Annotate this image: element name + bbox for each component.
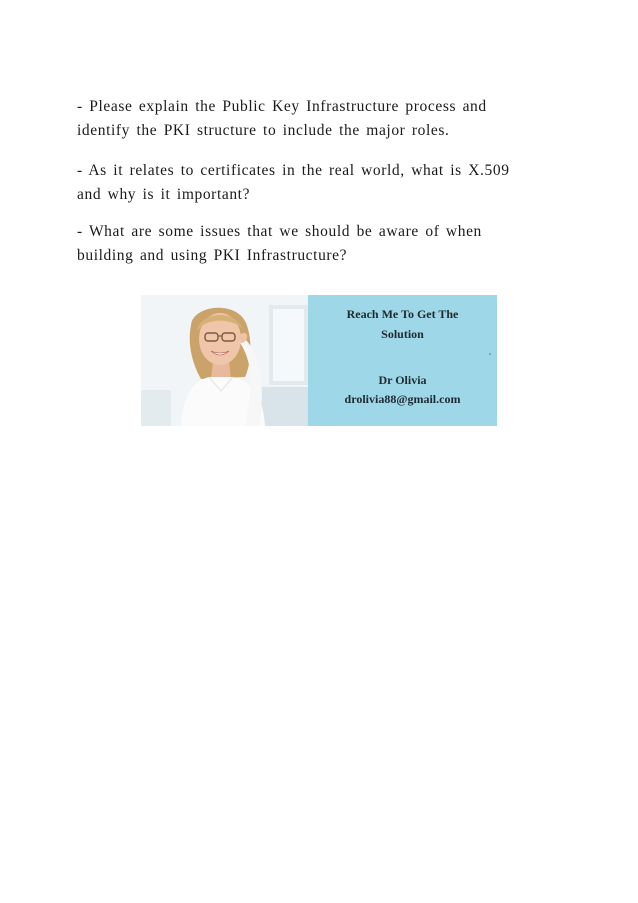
contact-banner — [141, 295, 497, 426]
portrait-illustration — [141, 295, 308, 426]
question-1-line-2: identify the PKI structure to include the major roles. — [77, 122, 450, 139]
question-2-line-2: and why is it important? — [77, 186, 251, 203]
question-3-line-1: - What are some issues that we should be aware of when — [77, 223, 482, 240]
decorative-dot — [489, 353, 491, 355]
portrait-photo — [141, 295, 308, 426]
question-1-line-1: - Please explain the Public Key Infrastructure process and — [77, 98, 487, 115]
question-3 — [77, 220, 547, 268]
contact-name: Dr Olivia — [378, 373, 427, 387]
question-2 — [77, 159, 547, 207]
question-3-line-2: building and using PKI Infrastructure? — [77, 247, 348, 264]
contact-panel — [308, 295, 497, 426]
cta-line-1: Reach Me To Get The — [346, 307, 459, 321]
cta-line-2: Solution — [381, 327, 424, 341]
question-1 — [77, 95, 547, 143]
contact-email: drolivia88@gmail.com — [344, 392, 461, 406]
question-2-line-1: - As it relates to certificates in the real world, what is X.509 — [77, 162, 510, 179]
